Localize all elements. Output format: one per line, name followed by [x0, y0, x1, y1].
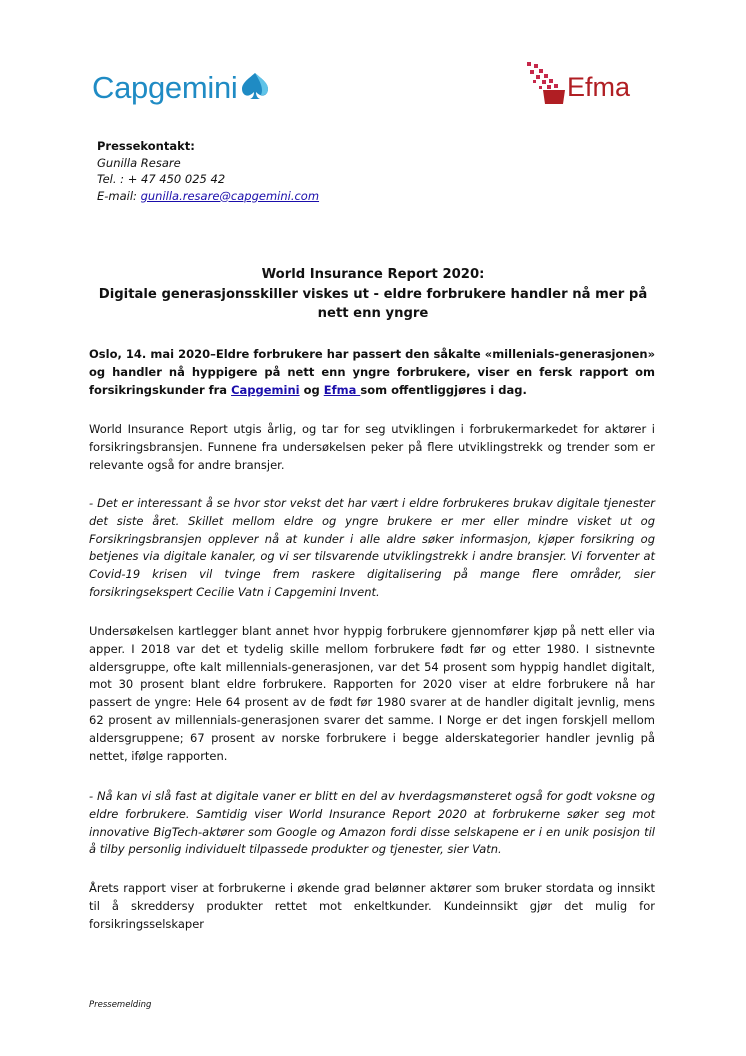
contact-label: Pressekontakt:	[97, 139, 195, 153]
body-paragraph-1: World Insurance Report utgis årlig, og tar for seg utviklingen i forbrukermarkedet for aktører i forsikringsbransjen. Funnene fra undersøkelsen peker på flere utviklingstrekk og trender som er relevante også for andre bransjer.	[89, 422, 655, 472]
efma-wordmark: Efma	[567, 72, 631, 102]
body-paragraph-3: Årets rapport viser at forbrukerne i økende grad belønner aktører som bruker stordata og innsikt til å skreddersy produkter rettet mot enkeltkunder. Kundeinnsikt gjør det mulig for forsikringsselskaper	[89, 881, 655, 931]
contact-email-prefix: E-mail:	[97, 188, 141, 203]
page-footer: Pressemelding	[89, 1000, 152, 1010]
lead-text-before: Oslo, 14. mai 2020–Eldre forbrukere har passert den såkalte «millenials-generasjonen» og handler nå hyppigere på nett enn yngre forbrukere, viser en fersk rapport om forsikringskunder fra	[89, 347, 655, 397]
lead-text-mid: og	[299, 382, 324, 397]
quote-paragraph-1: - Det er interessant å se hvor stor vekst det har vært i eldre forbrukeres brukav digitale tjenester det siste året. Skillet mellom eldre og yngre brukere er mer eller mindre visket ut og Forsikringsbransjen opplever nå at kunder i alle aldre søker informasjon, kjøper forsikring og betjenes via digitale kanaler, og vi ser tilsvarende utviklingstrekk i andre bransjer. Vi forventer at Covid-19 krisen vil tvinge frem raskere digitalisering på mange flere områder, sier forsikringsekspert Cecilie Vatn i Capgemini Invent.	[89, 496, 655, 599]
contact-name: Gunilla Resare	[97, 155, 181, 170]
efma-mosaic-icon	[525, 60, 569, 106]
contact-email-link[interactable]: gunilla.resare@capgemini.com	[140, 188, 320, 203]
capgemini-logo	[92, 70, 270, 109]
press-contact	[97, 138, 319, 204]
page-title	[80, 265, 666, 324]
body-paragraph-2: Undersøkelsen kartlegger blant annet hvor hyppig forbrukere gjennomfører kjøp på nett eller via apper. I 2018 var det et tydelig skille mellom forbrukere født før og etter 1980. I sistnevnte aldersgruppe, ofte kalt millennials-generasjonen, var det 54 prosent som hyppig handlet digitalt, mot 30 prosent blant eldre forbrukere. Rapporten for 2020 viser at eldre forbrukere nå har passert de yngre: Hele 64 prosent av de født før 1980 svarer at de handler digitalt jevnlig, mens 62 prosent av millennials-generasjonen svarer det samme. I Norge er det ingen forskjell mellom aldersgruppene; 67 prosent av norske forbrukere i begge alderskategorier handler jevnlig på nettet, ifølge rapporten.	[89, 624, 655, 763]
capgemini-wordmark: Capgemini	[92, 70, 238, 105]
contact-email-line	[97, 188, 319, 205]
title-line-1: World Insurance Report 2020:	[261, 267, 485, 282]
title-line-2: Digitale generasjonsskiller viskes ut - eldre forbrukere handler nå mer på nett enn yngre	[98, 286, 648, 321]
efma-link[interactable]: Efma	[323, 382, 361, 397]
efma-logo	[525, 60, 655, 106]
capgemini-link[interactable]: Capgemini	[231, 382, 300, 397]
contact-phone: Tel. : + 47 450 025 42	[97, 172, 226, 186]
spade-icon	[240, 71, 270, 109]
lead-paragraph	[89, 346, 655, 399]
lead-text-after: som offentliggjøres i dag.	[360, 382, 527, 397]
quote-paragraph-2: - Nå kan vi slå fast at digitale vaner er blitt en del av hverdagsmønsteret også for godt voksne og eldre forbrukere. Samtidig viser World Insurance Report 2020 at forbrukerne søker seg mot innovative BigTech-aktører som Google og Amazon fordi disse selskapene er i en unik posisjon til å tilby personlig individuelt tilpassede produkter og tjenester, sier Vatn.	[89, 789, 655, 857]
